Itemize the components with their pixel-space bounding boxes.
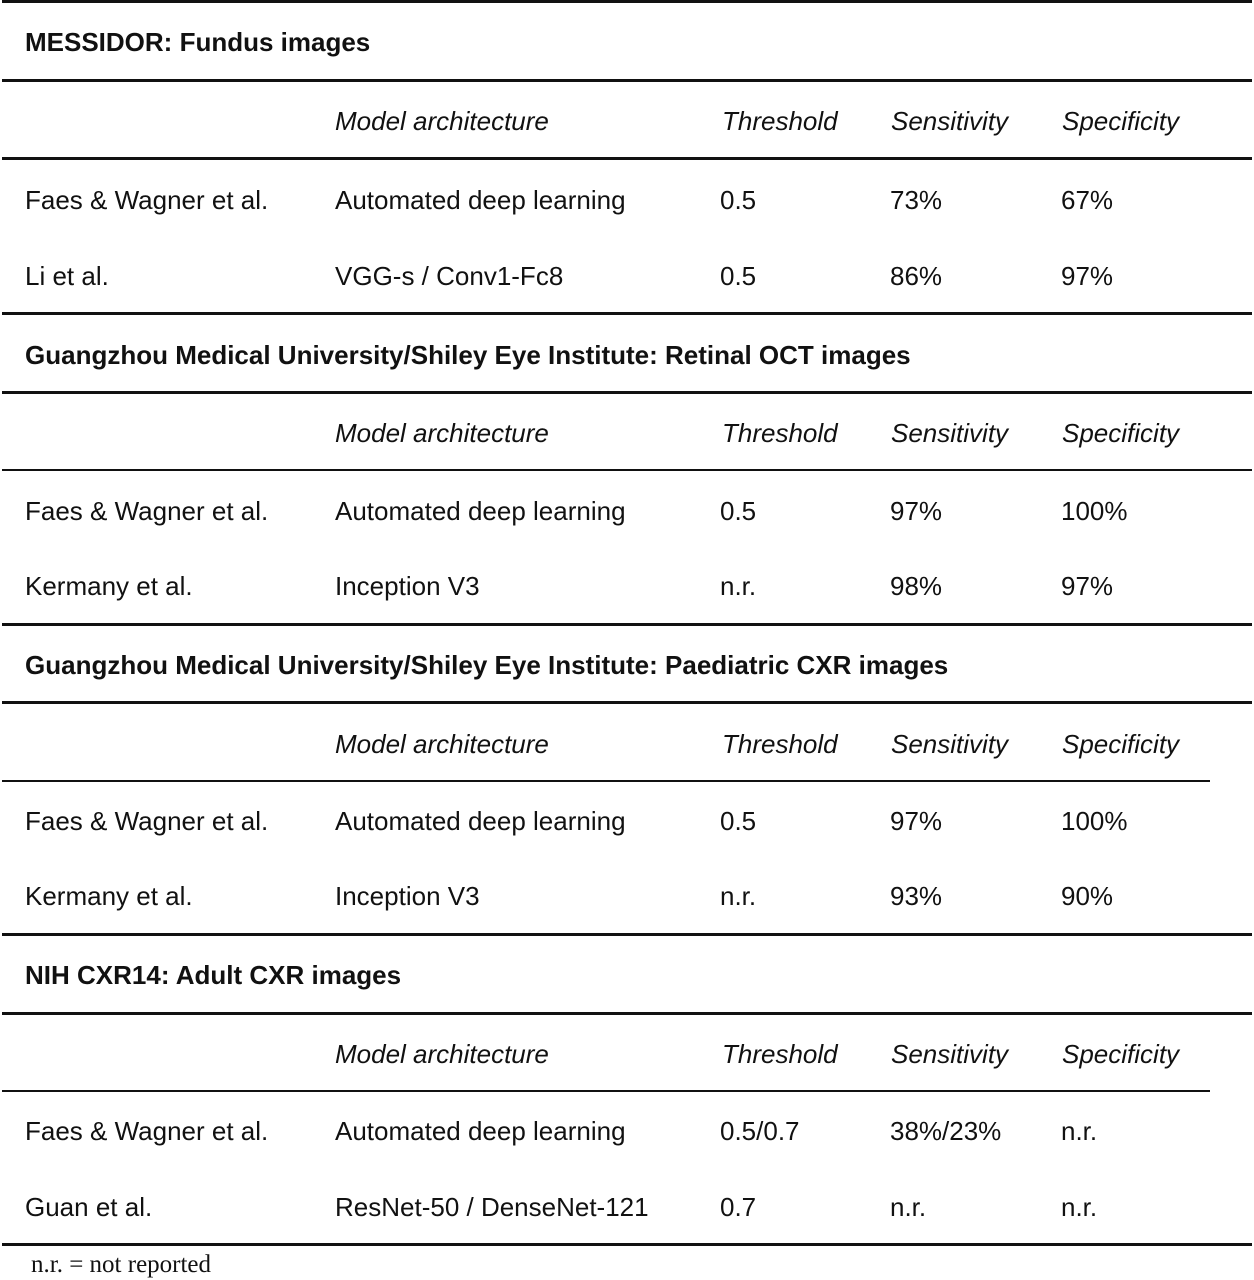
cell-model: Automated deep learning	[335, 185, 626, 215]
header-sensitivity: Sensitivity	[891, 729, 1009, 759]
cell-sensitivity: 97%	[890, 496, 943, 526]
cell-sensitivity: 38%/23%	[890, 1116, 1002, 1146]
cell-threshold: 0.5	[720, 496, 757, 526]
cell-specificity: 97%	[1061, 261, 1114, 291]
cell-threshold: 0.5	[720, 261, 757, 291]
cell-specificity: 67%	[1061, 185, 1114, 215]
header-threshold: Threshold	[722, 418, 838, 448]
cell-study: Faes & Wagner et al.	[25, 806, 269, 836]
cell-study: Faes & Wagner et al.	[25, 1116, 269, 1146]
column-header-row	[0, 1039, 1254, 1069]
cell-model: VGG-s / Conv1-Fc8	[335, 261, 564, 291]
cell-sensitivity: 97%	[890, 806, 943, 836]
section-title: Guangzhou Medical University/Shiley Eye Institute: Paediatric CXR images	[25, 650, 949, 680]
section-title: Guangzhou Medical University/Shiley Eye Institute: Retinal OCT images	[25, 340, 911, 370]
table-row	[0, 571, 1254, 601]
cell-threshold: 0.5	[720, 185, 757, 215]
header-specificity: Specificity	[1062, 418, 1180, 448]
header-threshold: Threshold	[722, 729, 838, 759]
cell-study: Faes & Wagner et al.	[25, 496, 269, 526]
table-rule	[2, 391, 1252, 394]
table-row	[0, 261, 1254, 291]
table-rule	[2, 1012, 1252, 1015]
cell-specificity: 100%	[1061, 496, 1128, 526]
cell-specificity: n.r.	[1061, 1192, 1098, 1222]
cell-threshold: 0.7	[720, 1192, 757, 1222]
header-threshold: Threshold	[722, 106, 838, 136]
table-row	[0, 881, 1254, 911]
cell-sensitivity: 98%	[890, 571, 943, 601]
table-rule	[2, 1243, 1252, 1246]
table-row	[0, 496, 1254, 526]
table-rule	[2, 0, 1252, 3]
table-rule	[2, 780, 1210, 782]
header-model: Model architecture	[335, 1039, 549, 1069]
header-specificity: Specificity	[1062, 729, 1180, 759]
header-model: Model architecture	[335, 106, 549, 136]
column-header-row	[0, 106, 1254, 136]
cell-model: Automated deep learning	[335, 1116, 626, 1146]
table-row	[0, 1192, 1254, 1222]
table-rule	[2, 157, 1252, 160]
header-specificity: Specificity	[1062, 106, 1180, 136]
table-rule	[2, 701, 1252, 704]
cell-threshold: 0.5	[720, 806, 757, 836]
cell-model: Inception V3	[335, 571, 480, 601]
cell-model: Automated deep learning	[335, 806, 626, 836]
cell-sensitivity: 86%	[890, 261, 943, 291]
header-sensitivity: Sensitivity	[891, 418, 1009, 448]
cell-study: Li et al.	[25, 261, 109, 291]
table-rule	[2, 79, 1252, 82]
cell-study: Kermany et al.	[25, 571, 193, 601]
header-model: Model architecture	[335, 418, 549, 448]
cell-threshold: 0.5/0.7	[720, 1116, 800, 1146]
header-sensitivity: Sensitivity	[891, 106, 1009, 136]
column-header-row	[0, 418, 1254, 448]
table-rule	[2, 312, 1252, 315]
cell-model: ResNet-50 / DenseNet-121	[335, 1192, 649, 1222]
table-rule	[2, 933, 1252, 936]
cell-study: Kermany et al.	[25, 881, 193, 911]
table-row	[0, 185, 1254, 215]
header-threshold: Threshold	[722, 1039, 838, 1069]
section-title: NIH CXR14: Adult CXR images	[25, 960, 402, 990]
header-model: Model architecture	[335, 729, 549, 759]
header-specificity: Specificity	[1062, 1039, 1180, 1069]
table-row	[0, 806, 1254, 836]
cell-specificity: 97%	[1061, 571, 1114, 601]
cell-study: Guan et al.	[25, 1192, 153, 1222]
cell-specificity: n.r.	[1061, 1116, 1098, 1146]
table-rule	[2, 469, 1252, 471]
cell-sensitivity: 93%	[890, 881, 943, 911]
cell-study: Faes & Wagner et al.	[25, 185, 269, 215]
cell-specificity: 90%	[1061, 881, 1114, 911]
table-rule	[2, 623, 1252, 626]
cell-model: Automated deep learning	[335, 496, 626, 526]
cell-threshold: n.r.	[720, 571, 757, 601]
table-row	[0, 1116, 1254, 1146]
table-rule	[2, 1090, 1210, 1092]
cell-threshold: n.r.	[720, 881, 757, 911]
section-title: MESSIDOR: Fundus images	[25, 27, 371, 57]
cell-model: Inception V3	[335, 881, 480, 911]
header-sensitivity: Sensitivity	[891, 1039, 1009, 1069]
cell-specificity: 100%	[1061, 806, 1128, 836]
column-header-row	[0, 729, 1254, 759]
footnote: n.r. = not reported	[31, 1251, 212, 1278]
cell-sensitivity: 73%	[890, 185, 943, 215]
cell-sensitivity: n.r.	[890, 1192, 927, 1222]
